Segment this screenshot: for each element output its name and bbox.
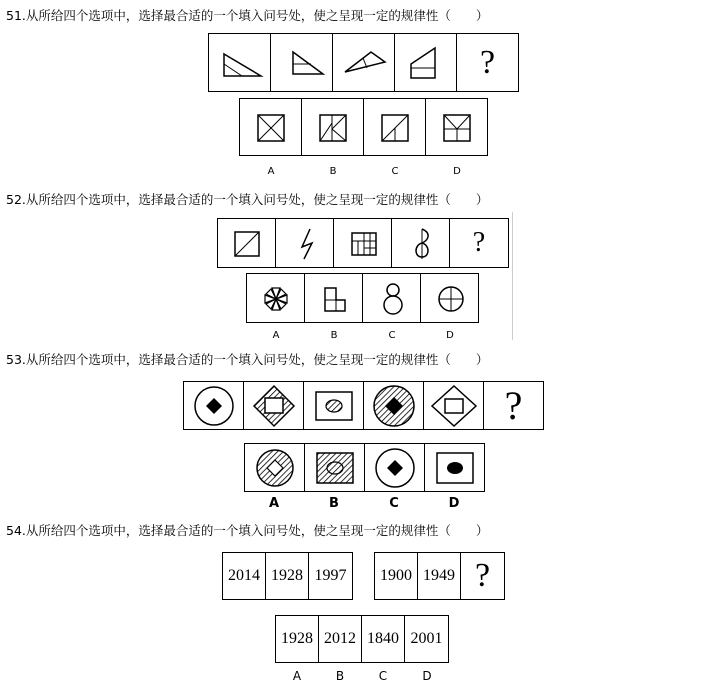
q53-option-d-label: D [448, 496, 460, 511]
q53-option-c-figure[interactable] [364, 443, 425, 492]
q53-question-mark: ? [483, 381, 544, 430]
q52-option-c-figure[interactable] [362, 273, 421, 323]
q51-figure-2 [270, 33, 333, 92]
q54-option-d-label: D [422, 669, 432, 683]
q54-year-4: 1900 [374, 552, 418, 600]
q52-figure-4 [391, 218, 450, 268]
scan-edge-line [512, 212, 513, 340]
q51-option-c-figure[interactable] [363, 98, 426, 156]
q53-figure-1 [183, 381, 244, 430]
q51-option-c-label: C [391, 166, 399, 177]
question-53-text: 53.从所给四个选项中，选择最合适的一个填入问号处，使之呈现一定的规律性（ ） [6, 352, 489, 367]
q53-option-b-figure[interactable] [304, 443, 365, 492]
q51-figure-4 [394, 33, 457, 92]
q51-option-d-label: D [453, 166, 461, 177]
q53-option-b-label: B [329, 496, 339, 511]
q54-question-mark: ? [460, 552, 505, 600]
q52-option-b-figure[interactable] [304, 273, 363, 323]
q51-option-b-figure[interactable] [301, 98, 364, 156]
q54-option-c-value[interactable]: 1840 [361, 615, 405, 663]
q52-figure-1 [217, 218, 276, 268]
q51-option-b-label: B [329, 166, 337, 177]
q52-figure-3 [333, 218, 392, 268]
q53-option-a-label: A [268, 496, 280, 511]
question-54-text: 54.从所给四个选项中，选择最合适的一个填入问号处，使之呈现一定的规律性（ ） [6, 523, 489, 538]
q53-figure-5 [423, 381, 484, 430]
q54-option-b-label: B [335, 669, 345, 683]
q52-option-d-figure[interactable] [420, 273, 479, 323]
q53-option-a-figure[interactable] [244, 443, 305, 492]
q54-year-5: 1949 [417, 552, 461, 600]
q54-year-1: 2014 [222, 552, 266, 600]
q51-option-a-label: A [267, 166, 275, 177]
q52-option-d-label: D [446, 330, 454, 341]
question-51-text: 51.从所给四个选项中，选择最合适的一个填入问号处，使之呈现一定的规律性（ ） [6, 8, 489, 23]
q53-figure-3 [303, 381, 364, 430]
q52-option-c-label: C [388, 330, 396, 341]
question-52-text: 52.从所给四个选项中，选择最合适的一个填入问号处，使之呈现一定的规律性（ ） [6, 192, 489, 207]
q54-option-d-value[interactable]: 2001 [404, 615, 449, 663]
q53-figure-4 [363, 381, 424, 430]
q52-question-mark: ? [449, 218, 509, 268]
q51-option-d-figure[interactable] [425, 98, 488, 156]
q51-figure-3 [332, 33, 395, 92]
q53-option-c-label: C [389, 496, 399, 511]
q51-option-a-figure[interactable] [239, 98, 302, 156]
q52-option-b-label: B [330, 330, 338, 341]
q53-figure-2 [243, 381, 304, 430]
q54-year-3: 1997 [308, 552, 353, 600]
q51-figure-1 [208, 33, 271, 92]
q54-option-b-value[interactable]: 2012 [318, 615, 362, 663]
q54-option-c-label: C [378, 669, 388, 683]
q53-option-d-figure[interactable] [424, 443, 485, 492]
q51-question-mark: ? [456, 33, 519, 92]
q52-option-a-label: A [272, 330, 280, 341]
q54-option-a-label: A [292, 669, 302, 683]
q54-year-2: 1928 [265, 552, 309, 600]
q52-figure-2 [275, 218, 334, 268]
q52-option-a-figure[interactable] [246, 273, 305, 323]
q54-option-a-value[interactable]: 1928 [275, 615, 319, 663]
